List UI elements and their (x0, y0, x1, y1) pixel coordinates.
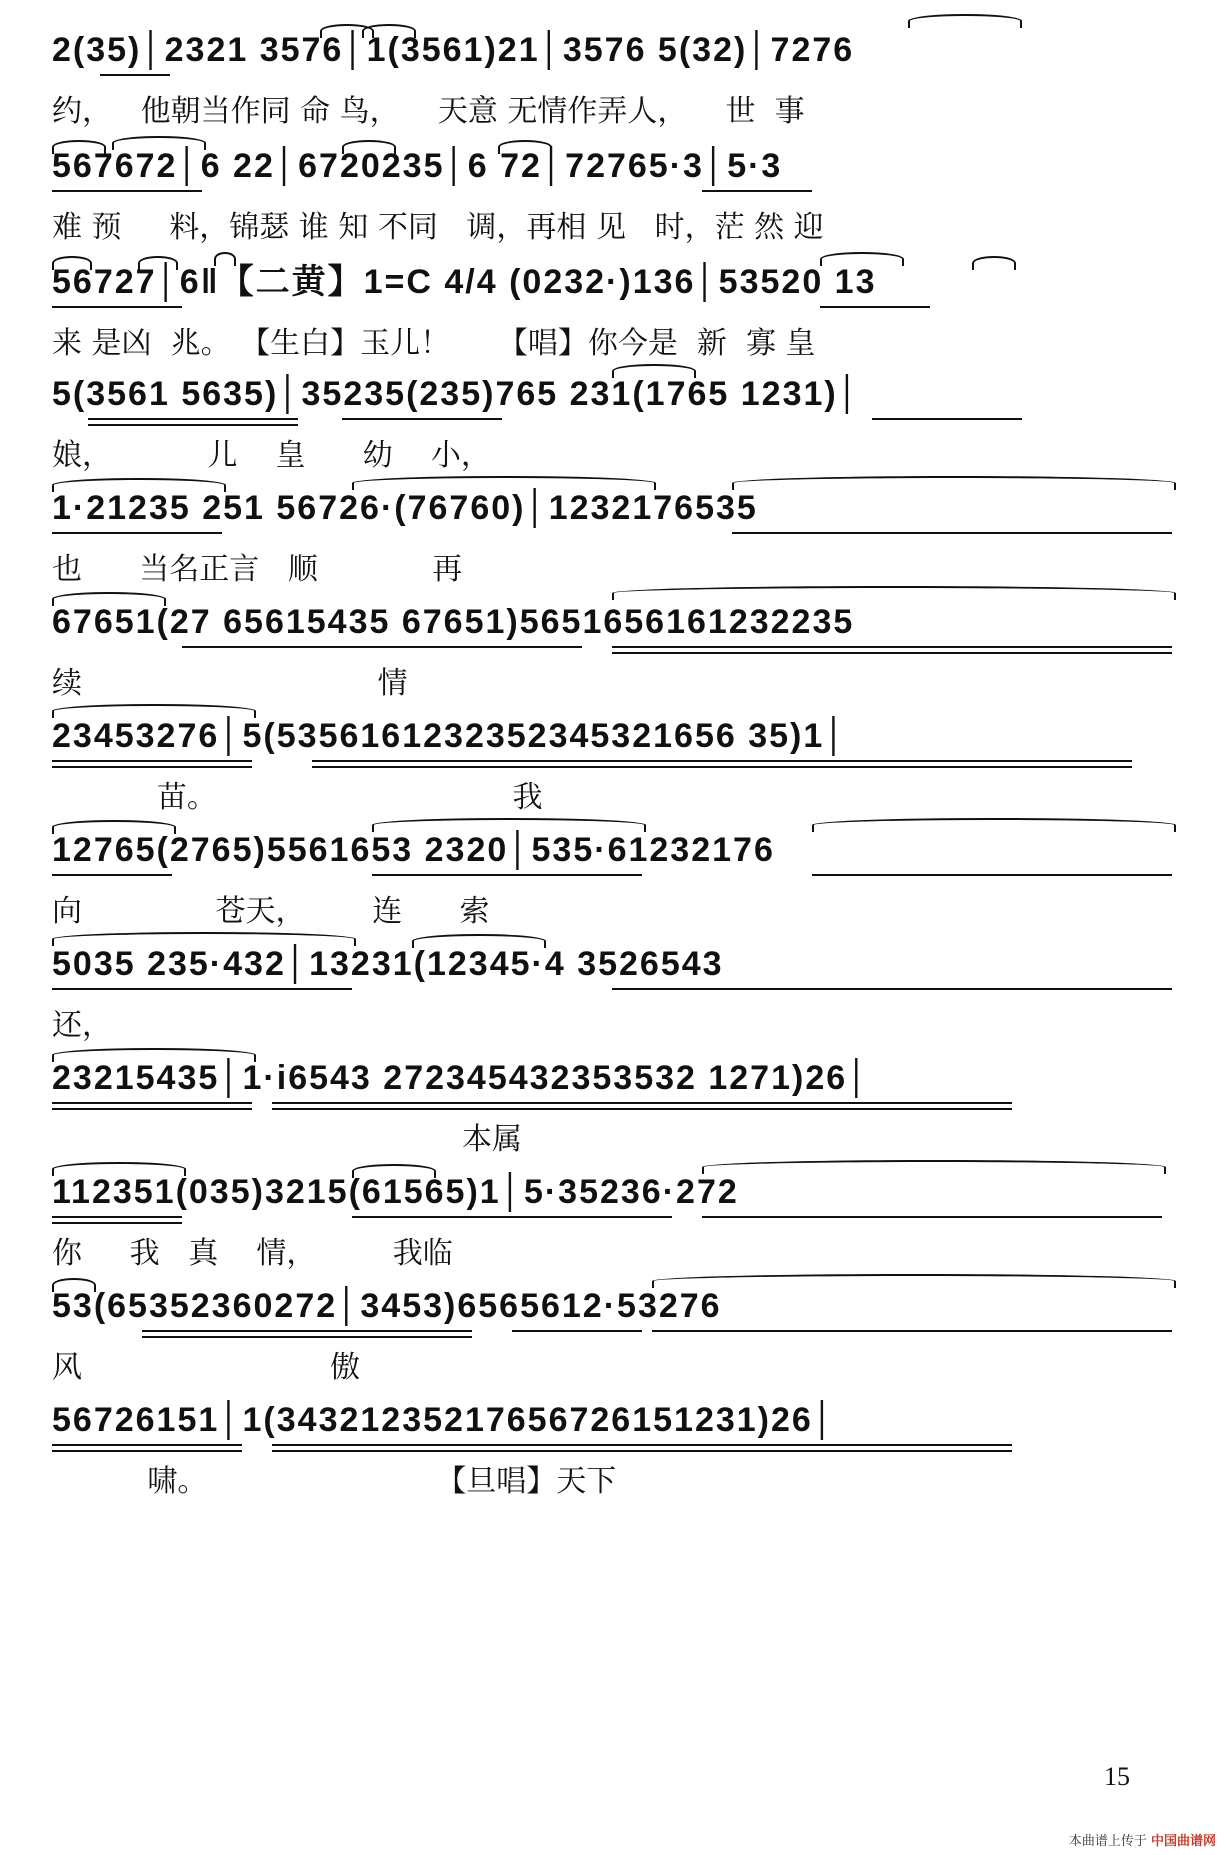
beam (872, 418, 1022, 420)
slur (812, 818, 1176, 832)
slur (820, 252, 904, 266)
beam (182, 646, 582, 648)
jianpu-notes: 1·21235 251 56726·(76760)│1232176535 (52, 489, 758, 527)
lyric-line: 娘， 儿 皇 幼 小， (52, 438, 491, 473)
lyric-line: 你 我 真 情， 我临 (52, 1236, 453, 1271)
beam (142, 1336, 472, 1338)
slur (908, 14, 1022, 28)
beam (512, 1330, 642, 1332)
beam (272, 1450, 1012, 1452)
beam (812, 874, 1172, 876)
slur (732, 476, 1176, 490)
slur (972, 256, 1016, 270)
jianpu-notes: 23215435│1·i6543 272345432353532 1271)26│ (52, 1059, 871, 1097)
beam (52, 1444, 242, 1446)
beam (702, 1216, 1162, 1218)
beam (732, 532, 1172, 534)
slur (702, 1160, 1166, 1174)
slur (52, 592, 166, 606)
beam (352, 1216, 672, 1218)
lyric-line: 约， 他朝当作同 命 鸟， 天意 无情作弄人， 世 事 (52, 94, 805, 129)
slur (412, 934, 546, 948)
jianpu-notes: 5035 235·432│13231(12345·4 3526543 (52, 945, 724, 983)
slur (362, 24, 416, 38)
beam (312, 760, 1132, 762)
slur (372, 818, 646, 832)
slur (52, 140, 106, 154)
beam (612, 988, 1172, 990)
slur (352, 1164, 436, 1178)
beam (52, 532, 222, 534)
slur (52, 1162, 186, 1176)
beam (52, 988, 352, 990)
beam (612, 652, 1172, 654)
lyric-line: 来 是凶 兆。 【生白】玉儿！ 【唱】你今是 新 寡 皇 (52, 326, 816, 361)
upload-footer (1069, 1830, 1216, 1849)
slur (52, 1278, 96, 1292)
beam (272, 1102, 1012, 1104)
beam (88, 418, 298, 420)
lyric-line: 风 傲 (52, 1350, 360, 1385)
beam (52, 1222, 182, 1224)
beam (100, 74, 170, 76)
beam (52, 1108, 252, 1110)
lyric-line: 苗。 我 (52, 780, 543, 815)
beam (702, 190, 812, 192)
slur (612, 364, 696, 378)
jianpu-notes: 67651(27 65615435 67651)5651656161232235 (52, 603, 855, 641)
beam (52, 1216, 182, 1218)
slur (352, 476, 656, 490)
slur (52, 704, 256, 718)
jianpu-notes: 5(3561 5635)│35235(235)765 231(1765 1231)│ (52, 375, 861, 413)
fermata (214, 252, 236, 266)
jianpu-notes: 2(35)│2321 3576│1(3561)21│3576 5(32)│7276 (52, 31, 855, 69)
beam (88, 424, 298, 426)
slur (612, 586, 1176, 600)
beam (820, 306, 930, 308)
slur (52, 1048, 256, 1062)
beam (342, 418, 502, 420)
jianpu-notes: 23453276│5(5356161232352345321656 35)1│ (52, 717, 848, 755)
beam (52, 874, 172, 876)
jianpu-notes: 53(65352360272│3453)6565612·53276 (52, 1287, 722, 1325)
slur (138, 256, 178, 270)
beam (272, 1108, 1012, 1110)
beam (52, 766, 252, 768)
beam (652, 1330, 1172, 1332)
jianpu-notes: 56726151│1(34321235217656726151231)26│ (52, 1401, 837, 1439)
lyric-line: 续 情 (52, 666, 408, 701)
lyric-line: 还， (52, 1008, 112, 1043)
beam (142, 1330, 472, 1332)
beam (52, 1102, 252, 1104)
slur (52, 478, 226, 492)
beam (312, 766, 1132, 768)
beam (52, 760, 252, 762)
beam (52, 306, 182, 308)
lyric-line: 难 预 料，锦瑟 谁 知 不同 调，再相 见 时，茫 然 迎 (52, 210, 824, 245)
footer-site: 中国曲谱网 (1150, 1834, 1216, 1849)
beam (372, 874, 642, 876)
jianpu-notes: 567672│6 22│6720235│6 72│72765·3│5·3 (52, 147, 783, 185)
lyric-line: 向 苍天， 连 索 (52, 894, 490, 929)
lyric-line: 本属 (52, 1122, 523, 1157)
lyric-line: 啸。 【旦唱】天下 (52, 1464, 617, 1499)
beam (612, 646, 1172, 648)
page-number: 15 (1104, 1762, 1130, 1791)
slur (652, 1274, 1176, 1288)
slur (112, 136, 206, 150)
jianpu-notes: 56727│6‖【二黄】1=C 4/4 (0232·)136│53520 13 (52, 263, 877, 301)
jianpu-notes: 112351(035)3215(61565)1│5·35236·272 (52, 1173, 739, 1211)
slur (52, 820, 176, 834)
slur (498, 140, 552, 154)
lyric-line: 也 当名正言 顺 再 (52, 552, 463, 587)
slur (52, 932, 356, 946)
jianpu-notes: 12765(2765)5561653 2320│535·61232176 (52, 831, 775, 869)
beam (272, 1444, 1012, 1446)
beam (52, 1450, 242, 1452)
slur (52, 256, 92, 270)
beam (52, 190, 202, 192)
footer-prefix: 本曲谱上传于 (1068, 1834, 1147, 1849)
slur (342, 140, 396, 154)
